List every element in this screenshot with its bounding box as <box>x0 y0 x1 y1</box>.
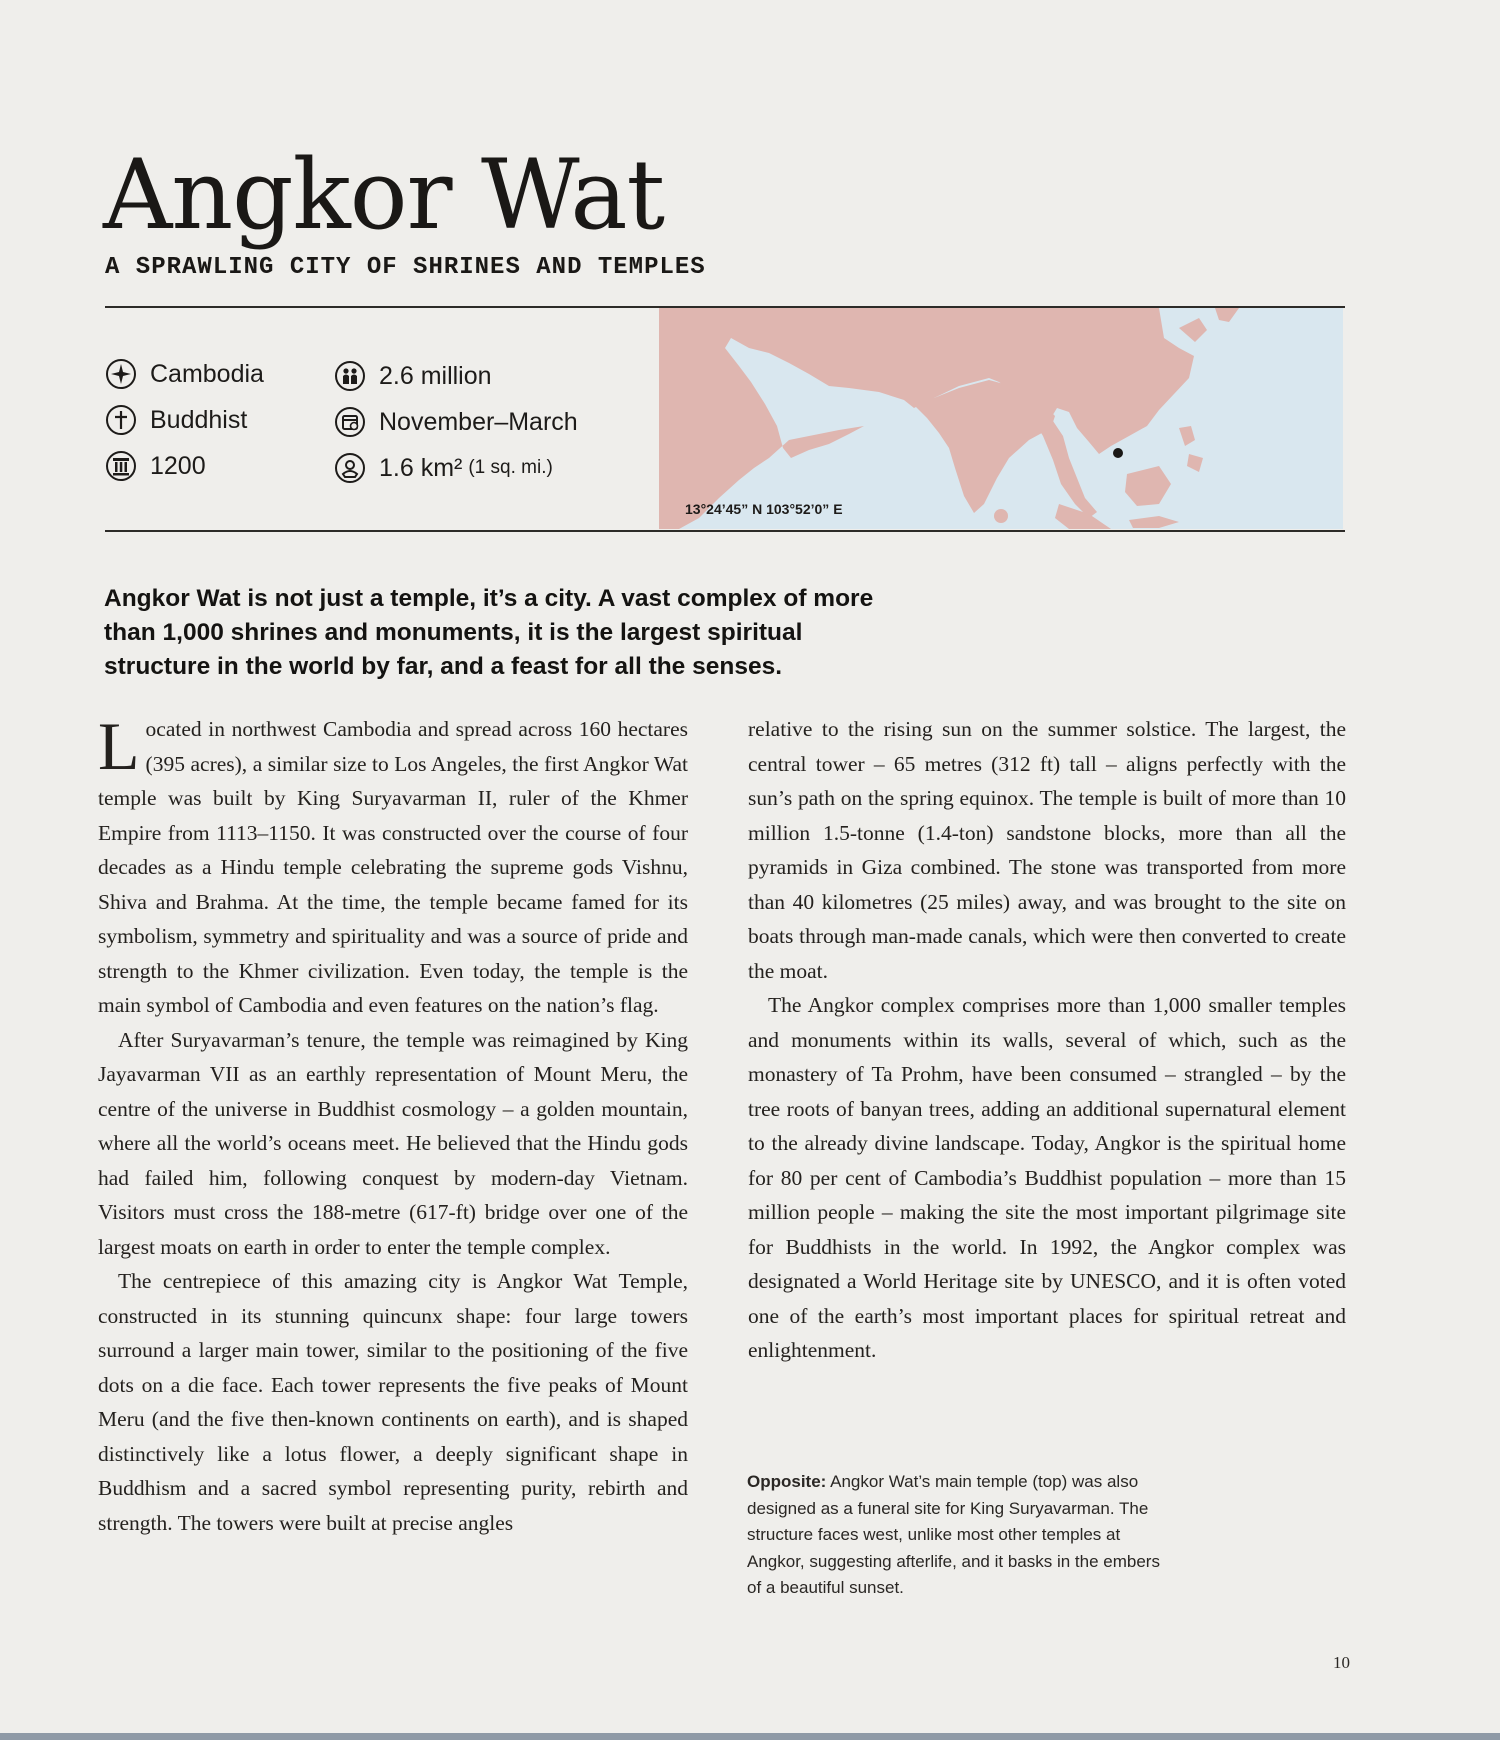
fact-visitors-text: 2.6 million <box>379 361 492 390</box>
body-paragraph <box>98 708 688 1023</box>
facts-panel <box>105 358 645 498</box>
body-paragraph: The Angkor complex comprises more than 1,000 smaller temples and monuments within its walls, several of which, such as the monastery of Ta Prohm, have been consumed – strangled – by the tree roots of banyan trees, adding an additional supernatural element to the already divine landscape. Today, Angkor is the spiritual home for 80 per cent of Cambodia’s Buddhist population – more than 15 million people – making the site the most important pilgrimage site for Buddhists in the world. In 1992, the Angkor complex was designated a World Heritage site by UNESCO, and it is often voted one of the earth’s most important places for spiritual retreat and enlightenment. <box>748 993 1346 1362</box>
map-graphic <box>659 308 1343 529</box>
fact-season-text: November–March <box>379 407 578 436</box>
body-column-left <box>98 708 688 1540</box>
fact-season <box>334 406 578 438</box>
fact-area <box>334 452 553 484</box>
page-title: Angkor Wat <box>103 139 665 251</box>
cross-icon <box>105 404 137 436</box>
lead-paragraph: Angkor Wat is not just a temple, it’s a city. A vast complex of more than 1,000 shrines and monuments, it is the largest spiritual structure in the world by far, and a feast for all the senses. <box>104 585 874 680</box>
people-icon <box>334 360 366 392</box>
area-icon <box>334 452 366 484</box>
caption-label: Opposite: <box>747 1472 827 1491</box>
pillar-icon <box>105 450 137 482</box>
bottom-divider <box>105 530 1345 532</box>
page-subtitle: A SPRAWLING CITY OF SHRINES AND TEMPLES <box>105 254 706 281</box>
map-sri-lanka <box>994 509 1008 523</box>
page-number: 10 <box>1333 1653 1350 1672</box>
body-column-right <box>748 712 1346 1368</box>
fact-religion <box>105 404 247 436</box>
location-marker <box>1113 448 1123 458</box>
fact-year-text: 1200 <box>150 451 206 480</box>
body-paragraph-text: ocated in northwest Cambodia and spread across 160 hectares (395 acres), a similar size to Los Angeles, the first Angkor Wat temple was built by King Suryavarman II, ruler of the Khmer Empire from 1113–1150. It was constructed over the course of four decades as a Hindu temple celebrating the supreme gods Vishnu, Shiva and Brahma. At the time, the temple became famed for its symbolism, symmetry and spirituality and was a source of pride and strength to the Khmer civilization. Even today, the temple is the main symbol of Cambodia and even features on the nation’s flag. <box>98 717 688 1017</box>
body-paragraph: relative to the rising sun on the summer solstice. The largest, the central tower – 65 metres (312 ft) tall – aligns perfectly with the sun’s path on the spring equinox. The temple is built of more than 10 million 1.5-tonne (1.4-ton) sandstone blocks, more than all the pyramids in Giza combined. The stone was transported from more than 40 kilometres (25 miles) away, and was brought to the site on boats through man-made canals, which were then converted to create the moat. <box>748 717 1346 983</box>
drop-cap: L <box>98 708 140 784</box>
location-map <box>659 308 1343 529</box>
fact-area-small: (1 sq. mi.) <box>468 457 553 478</box>
image-caption <box>747 1469 1167 1602</box>
caption-text: Angkor Wat’s main temple (top) was also designed as a funeral site for King Suryavarman. The structure faces west, unlike most other temples at Angkor, suggesting afterlife, and it basks in the embers of a beautiful sunset. <box>747 1472 1160 1597</box>
calendar-icon <box>334 406 366 438</box>
fact-visitors <box>334 360 492 392</box>
compass-icon <box>105 358 137 390</box>
fact-religion-text: Buddhist <box>150 405 248 434</box>
fact-area-text: 1.6 km² <box>379 453 463 482</box>
fact-country-text: Cambodia <box>150 359 264 388</box>
map-coordinates: 13°24’45” N 103°52’0” E <box>685 501 843 517</box>
fact-year <box>105 450 206 482</box>
body-paragraph: The centrepiece of this amazing city is Angkor Wat Temple, constructed in its stunning quincunx shape: four large towers surround a larger main tower, similar to the positioning of the five dots on a die face. Each tower represents the five peaks of Mount Meru (and the five then-known continents on earth), and is shaped distinctively like a lotus flower, a deeply significant shape in Buddhism and a sacred symbol representing purity, rebirth and strength. The towers were built at precise angles <box>98 1269 688 1535</box>
body-paragraph: After Suryavarman’s tenure, the temple was reimagined by King Jayavarman VII as an earthly representation of Mount Meru, the centre of the universe in Buddhist cosmology – a golden mountain, where all the world’s oceans meet. He believed that the Hindu gods had failed him, following conquest by modern-day Vietnam. Visitors must cross the 188-metre (617-ft) bridge over one of the largest moats on earth in order to enter the temple complex. <box>98 1027 688 1259</box>
fact-country <box>105 358 264 390</box>
